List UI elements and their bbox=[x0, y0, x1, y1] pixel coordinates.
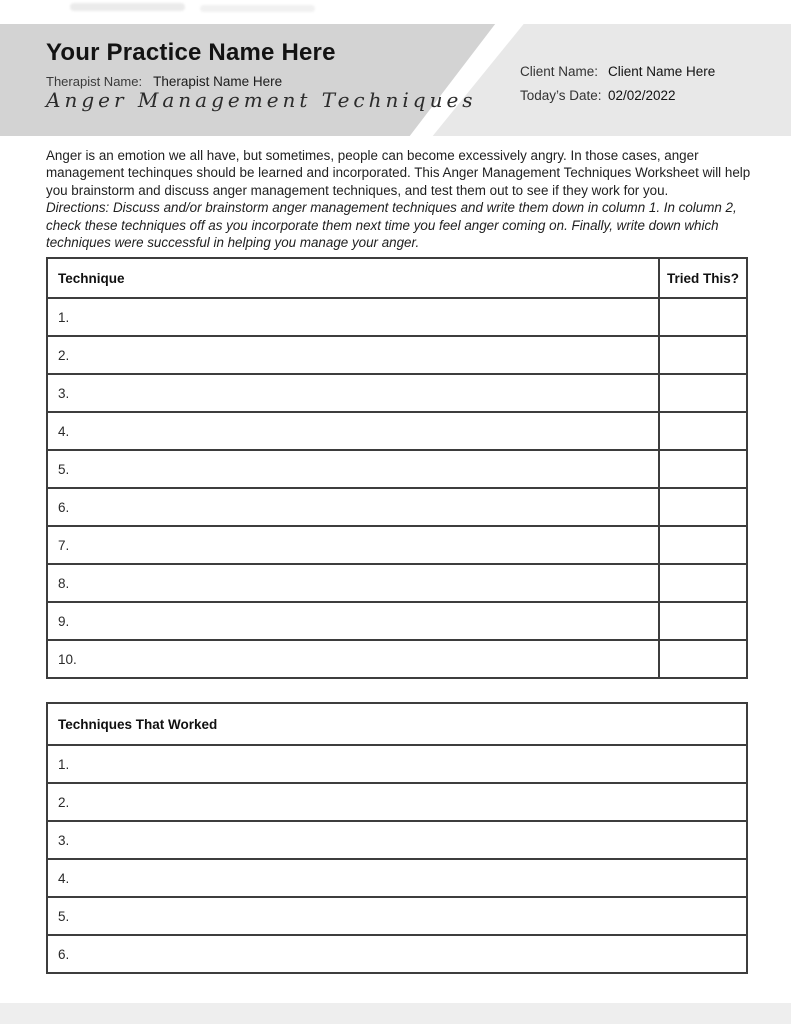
tried-this-cell[interactable] bbox=[659, 412, 747, 450]
table-row bbox=[47, 298, 747, 336]
therapist-name-label: Therapist Name: bbox=[46, 74, 143, 89]
table-row bbox=[47, 935, 747, 973]
technique-number: 6. bbox=[47, 488, 659, 526]
date-value: 02/02/2022 bbox=[608, 88, 676, 103]
therapist-line bbox=[46, 74, 282, 89]
client-name-label: Client Name: bbox=[520, 64, 599, 79]
table-row bbox=[47, 412, 747, 450]
table-row bbox=[47, 602, 747, 640]
table-row bbox=[47, 640, 747, 678]
technique-number: 7. bbox=[47, 526, 659, 564]
client-info-block bbox=[520, 60, 715, 108]
date-line bbox=[520, 84, 715, 108]
worked-technique-number[interactable]: 2. bbox=[47, 783, 747, 821]
technique-number: 5. bbox=[47, 450, 659, 488]
table-row bbox=[47, 488, 747, 526]
table-row bbox=[47, 450, 747, 488]
tried-this-cell[interactable] bbox=[659, 564, 747, 602]
worked-technique-number[interactable]: 5. bbox=[47, 897, 747, 935]
technique-column-header: Technique bbox=[47, 258, 659, 298]
table-row bbox=[47, 897, 747, 935]
tried-this-cell[interactable] bbox=[659, 374, 747, 412]
header-band bbox=[0, 24, 791, 136]
table-row bbox=[47, 374, 747, 412]
worked-technique-number[interactable]: 1. bbox=[47, 745, 747, 783]
techniques-table-header-row bbox=[47, 258, 747, 298]
worked-table-header-row bbox=[47, 703, 747, 745]
table-row bbox=[47, 859, 747, 897]
therapist-name-value: Therapist Name Here bbox=[153, 74, 283, 89]
table-row bbox=[47, 526, 747, 564]
tried-this-column-header: Tried This? bbox=[659, 258, 747, 298]
technique-number: 4. bbox=[47, 412, 659, 450]
tried-this-cell[interactable] bbox=[659, 298, 747, 336]
techniques-table bbox=[46, 257, 748, 679]
tried-this-cell[interactable] bbox=[659, 640, 747, 678]
technique-number: 3. bbox=[47, 374, 659, 412]
table-row bbox=[47, 821, 747, 859]
worked-technique-number[interactable]: 3. bbox=[47, 821, 747, 859]
table-row bbox=[47, 745, 747, 783]
practice-name: Your Practice Name Here bbox=[46, 39, 336, 66]
technique-number: 8. bbox=[47, 564, 659, 602]
tried-this-cell[interactable] bbox=[659, 450, 747, 488]
table-row bbox=[47, 783, 747, 821]
scan-artifact bbox=[70, 3, 185, 11]
client-name-value: Client Name Here bbox=[608, 64, 716, 79]
worksheet-title: Anger Management Techniques bbox=[46, 88, 477, 112]
worked-technique-number[interactable]: 6. bbox=[47, 935, 747, 973]
directions-paragraph: Directions: Discuss and/or brainstorm anger management techniques and write them down in column 1. In column 2, check these techniques off as you incorporate them next time you feel anger coming on. Finally, write down which techniques were successful in helping you manage your anger. bbox=[46, 200, 737, 251]
worked-technique-number[interactable]: 4. bbox=[47, 859, 747, 897]
intro-section bbox=[46, 147, 755, 251]
technique-number: 10. bbox=[47, 640, 659, 678]
intro-paragraph: Anger is an emotion we all have, but sometimes, people can become excessively angry. In those cases, anger management techinques should be learned and incorporated. This Anger Management Techniques Worksheet will help you brainstorm and discuss anger management techniques, and test them out to see if they work for you. bbox=[46, 148, 751, 198]
tried-this-cell[interactable] bbox=[659, 336, 747, 374]
technique-number: 1. bbox=[47, 298, 659, 336]
worked-table bbox=[46, 702, 748, 974]
tried-this-cell[interactable] bbox=[659, 602, 747, 640]
technique-number: 9. bbox=[47, 602, 659, 640]
technique-number: 2. bbox=[47, 336, 659, 374]
date-label: Today’s Date: bbox=[520, 88, 602, 103]
table-row bbox=[47, 336, 747, 374]
tried-this-cell[interactable] bbox=[659, 526, 747, 564]
tried-this-cell[interactable] bbox=[659, 488, 747, 526]
table-row bbox=[47, 564, 747, 602]
footer-band bbox=[0, 1003, 791, 1024]
scan-artifact bbox=[200, 5, 315, 12]
client-name-line bbox=[520, 60, 715, 84]
worked-column-header: Techniques That Worked bbox=[47, 703, 747, 745]
